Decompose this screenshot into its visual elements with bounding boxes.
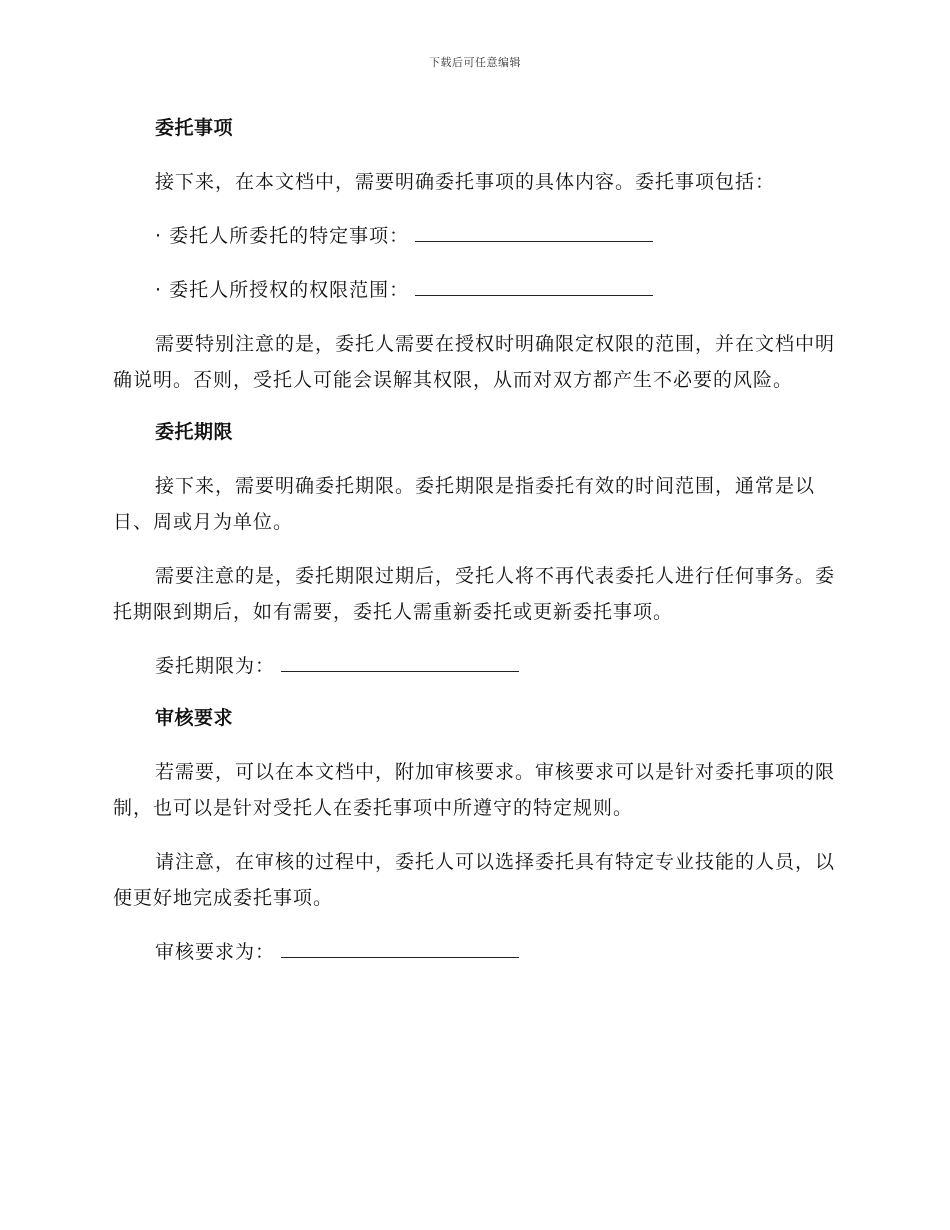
section-heading-matters: 委托事项 (155, 117, 234, 139)
term-intro: 接下来，需要明确委托期限。委托期限是指委托有效的时间范围，通常是以日、周或月为单位。 (113, 475, 816, 533)
matters-bullet-2 (113, 272, 835, 308)
matters-bullet-2-blank[interactable] (415, 277, 653, 296)
review-field-label: 审核要求为： (155, 941, 276, 963)
matters-note: 需要特别注意的是，委托人需要在授权时明确限定权限的范围，并在文档中明确说明。否则，受托人可能会误解其权限，从而对双方都产生不必要的风险。 (113, 333, 836, 391)
review-note: 请注意，在审核的过程中，委托人可以选择委托具有特定专业技能的人员，以便更好地完成委托事项。 (113, 851, 836, 909)
review-field (113, 934, 835, 970)
matters-bullet-1-label: · 委托人所委托的特定事项： (155, 225, 410, 247)
review-field-blank[interactable] (281, 939, 519, 958)
document-body (113, 112, 835, 988)
header-note: 下载后可任意编辑 (429, 56, 521, 69)
matters-bullet-1-blank[interactable] (415, 223, 653, 242)
section-heading-review: 审核要求 (155, 707, 234, 729)
term-field (113, 648, 835, 684)
section-heading-term: 委托期限 (155, 421, 234, 443)
term-note: 需要注意的是，委托期限过期后，受托人将不再代表委托人进行任何事务。委托期限到期后，如有需要，委托人需重新委托或更新委托事项。 (113, 565, 836, 623)
review-intro: 若需要，可以在本文档中，附加审核要求。审核要求可以是针对委托事项的限制，也可以是针对受托人在委托事项中所遵守的特定规则。 (113, 761, 836, 819)
term-field-blank[interactable] (281, 653, 519, 672)
term-field-label: 委托期限为： (155, 655, 276, 677)
matters-intro: 接下来，在本文档中，需要明确委托事项的具体内容。委托事项包括： (155, 171, 776, 193)
matters-bullet-2-label: · 委托人所授权的权限范围： (155, 279, 410, 301)
matters-bullet-1 (113, 218, 835, 254)
